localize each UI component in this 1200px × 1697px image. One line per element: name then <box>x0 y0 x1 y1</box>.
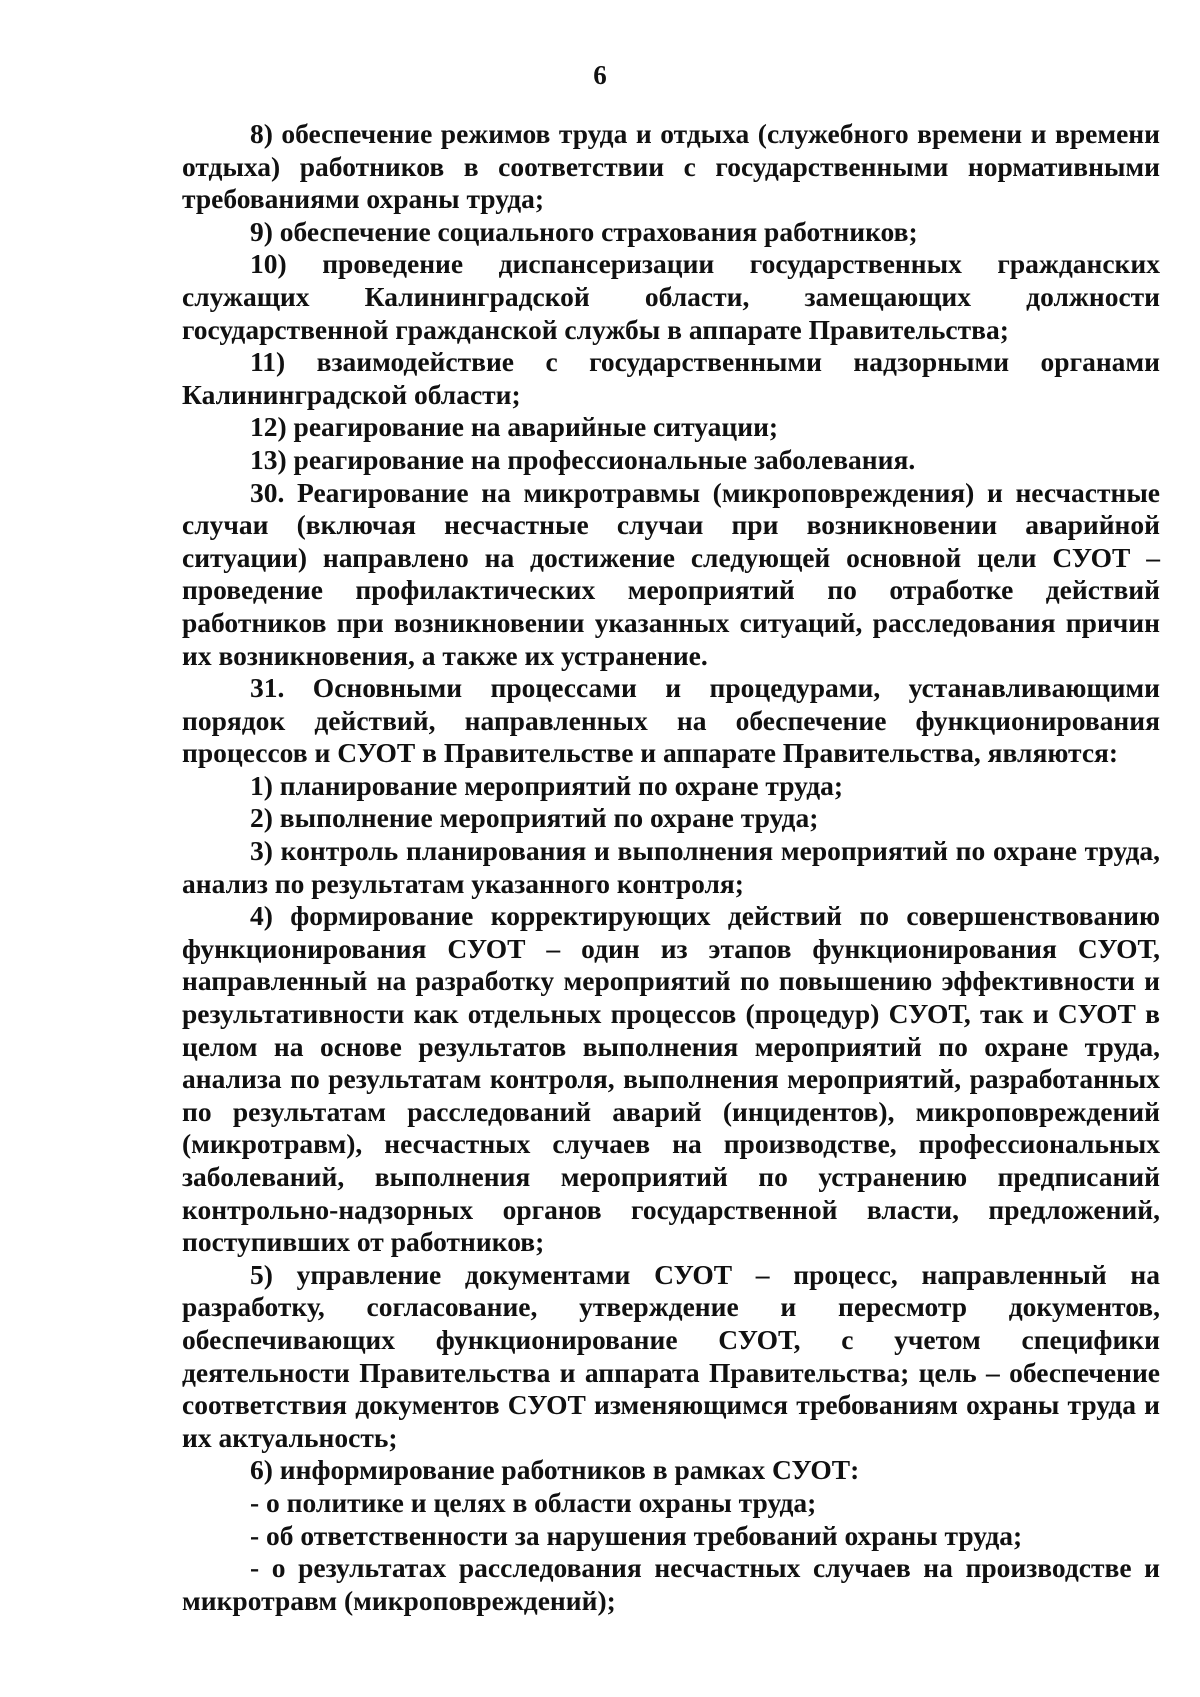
paragraph-process-6: 6) информирование работников в рамках СУОТ: <box>250 1454 860 1486</box>
paragraph-item-10: 10) проведение диспансеризации государственных гражданских служащих Калининградской области, замещающих должности государственной гражданской службы в аппарате Правительства; <box>182 248 1160 345</box>
paragraph-item-8: 8) обеспечение режимов труда и отдыха (служебного времени и времени отдыха) работников в соответствии с государственными нормативными требованиями охраны труда; <box>182 118 1160 215</box>
document-body <box>182 118 1160 1617</box>
paragraph-process-4: 4) формирование корректирующих действий по совершенствованию функционирования СУОТ – один из этапов функционирования СУОТ, направленный на разработку мероприятий по повышению эффективности и результативности как отдельных процессов (процедур) СУОТ, так и СУОТ в целом на основе результатов выполнения мероприятий по охране труда, анализа по результатам контроля, выполнения мероприятий, разработанных по результатам расследований аварий (инцидентов), микроповреждений (микротравм), несчастных случаев на производстве, профессиональных заболеваний, выполнения мероприятий по устранению предписаний контрольно-надзорных органов государственной власти, предложений, поступивших от работников; <box>182 900 1160 1258</box>
paragraph-process-2: 2) выполнение мероприятий по охране труда; <box>250 802 819 834</box>
paragraph-item-13: 13) реагирование на профессиональные заболевания. <box>250 443 916 475</box>
paragraph-item-11: 11) взаимодействие с государственными надзорными органами Калининградской области; <box>182 346 1160 410</box>
paragraph-section-31: 31. Основными процессами и процедурами, устанавливающими порядок действий, направленных на обеспечение функционирования процессов и СУОТ в Правительстве и аппарате Правительства, являются: <box>182 672 1160 769</box>
paragraph-process-5: 5) управление документами СУОТ – процесс, направленный на разработку, согласование, утверждение и пересмотр документов, обеспечивающих функционирование СУОТ, с учетом специфики деятельности Правительства и аппарата Правительства; цель – обеспечение соответствия документов СУОТ изменяющимся требованиям охраны труда и их актуальность; <box>182 1258 1160 1453</box>
paragraph-item-12: 12) реагирование на аварийные ситуации; <box>250 411 779 443</box>
dash-item-responsibility: - об ответственности за нарушения требований охраны труда; <box>250 1519 1023 1551</box>
page-number: 6 <box>593 60 607 90</box>
paragraph-process-1: 1) планирование мероприятий по охране труда; <box>250 769 844 801</box>
dash-item-investigation: - о результатах расследования несчастных случаев на производстве и микротравм (микроповреждений); <box>182 1552 1160 1616</box>
paragraph-section-30: 30. Реагирование на микротравмы (микроповреждения) и несчастные случаи (включая несчастные случаи при возникновении аварийной ситуации) направлено на достижение следующей основной цели СУОТ – проведение профилактических мероприятий по отработке действий работников при возникновении указанных ситуаций, расследования причин их возникновения, а также их устранение. <box>182 476 1160 671</box>
paragraph-item-9: 9) обеспечение социального страхования работников; <box>250 215 918 247</box>
paragraph-process-3: 3) контроль планирования и выполнения мероприятий по охране труда, анализ по результатам указанного контроля; <box>182 835 1160 899</box>
dash-item-policy: - о политике и целях в области охраны труда; <box>250 1486 817 1518</box>
